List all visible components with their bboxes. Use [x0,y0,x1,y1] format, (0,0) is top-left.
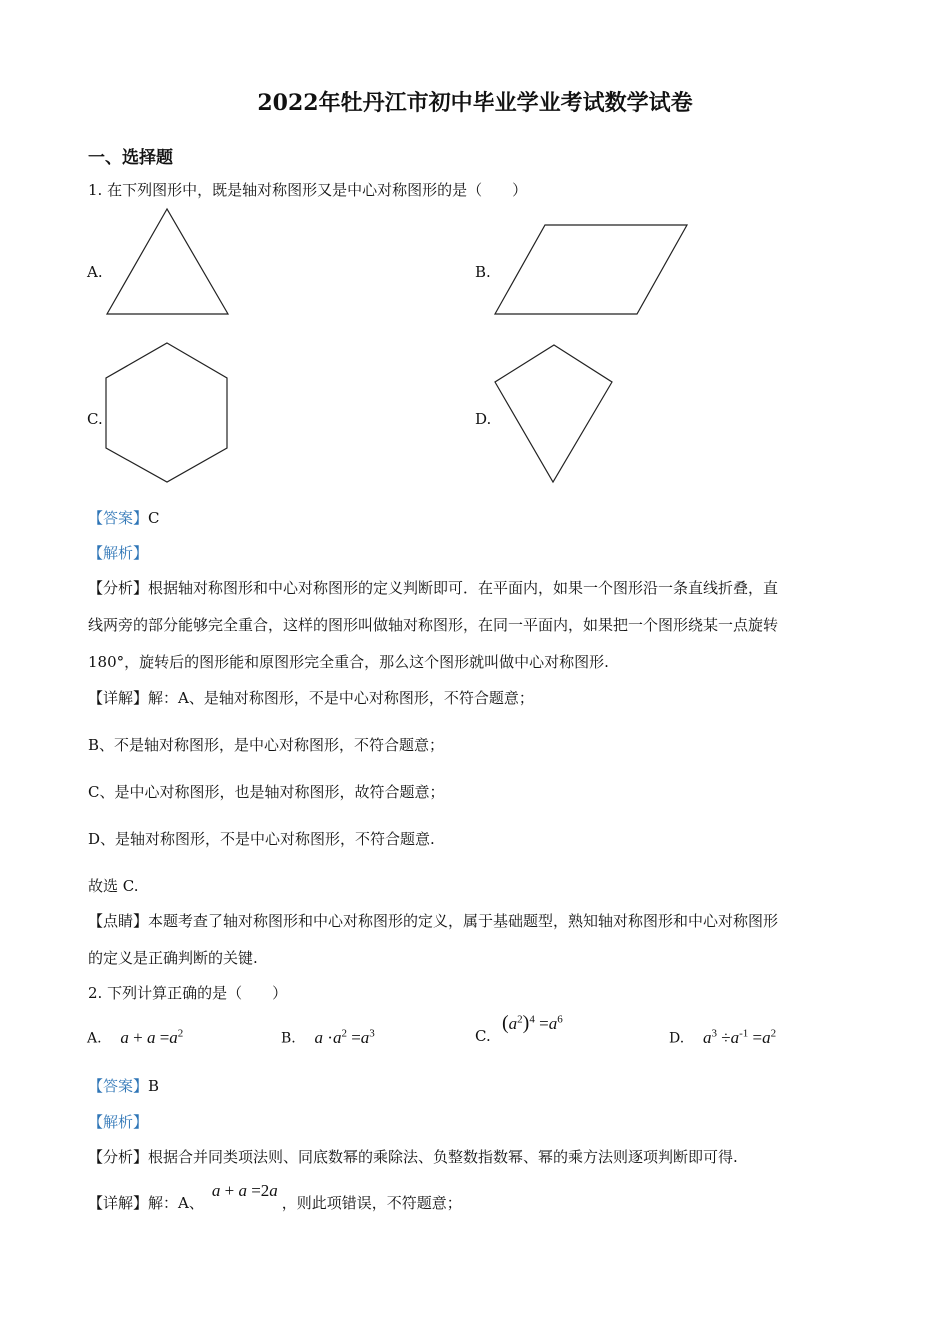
q1-fenxi-line-3: 180°，旋转后的图形能和原图形完全重合，那么这个图形就叫做中心对称图形. [88,653,609,671]
q1-option-b-label: B. [475,263,491,281]
q2-option-b-formula: $a \cdot a^2 =a^3$ [314,1027,375,1047]
q1-option-c-label: C. [87,410,103,428]
section-heading: 一、选择题 [88,148,173,168]
q1-detail-d: D、是轴对称图形，不是中心对称图形，不符合题意. [88,830,435,848]
q2-answer [88,1075,159,1096]
triangle-icon [107,209,228,314]
q2-option-a-formula: $a + a =a^2$ [120,1027,184,1047]
answer-value: B [148,1077,160,1095]
q1-answer [88,507,160,528]
kite-icon [495,345,612,482]
fenxi-tag: 【分析】 [88,1148,149,1166]
page-title: 2022年牡丹江市初中毕业学业考试数学试卷 [257,90,693,116]
q1-option-d-label: D. [475,410,492,428]
q2-option-d-formula: $a^3 \div a^{-1} =a^2$ [702,1027,777,1047]
q1-fenxi-line-1: 【分析】根据轴对称图形和中心对称图形的定义判断即可．在平面内，如果一个图形沿一条直线折叠，直 [88,579,779,597]
question-2-stem: 2. 下列计算正确的是（ ） [88,984,288,1002]
fenxi-tag: 【分析】 [88,579,149,597]
parallelogram-icon [495,225,687,314]
hexagon-icon [106,343,227,482]
q1-fenxi-line-2: 线两旁的部分能够完全重合，这样的图形叫做轴对称图形，在同一平面内，如果把一个图形绕某一点旋转 [88,616,779,634]
question-1-stem: 1. 在下列图形中，既是轴对称图形又是中心对称图形的是（ ） [88,181,528,199]
q2-fenxi: 【分析】根据合并同类项法则、同底数幂的乘除法、负整数指数幂、幂的乘方法则逐项判断即可得. [88,1148,738,1166]
q2-detail-formula: a + a =2a [211,1181,278,1200]
xiangjie-tag: 【详解】 [88,1194,149,1212]
q1-dianjing-line-1: 【点睛】本题考查了轴对称图形和中心对称图形的定义，属于基础题型，熟知轴对称图形和中心对称图形 [88,912,779,930]
answer-tag: 【答案】 [88,1077,149,1095]
q2-option-b: B. $a \cdot a^2 =a^3$ [281,1027,375,1047]
answer-value: C [148,509,160,527]
q1-option-a-label: A. [87,263,103,281]
q1-dianjing-line-2: 的定义是正确判断的关键. [88,949,258,967]
q2-option-c-formula: $(a^2)^4 =a^6$ [502,1012,563,1034]
q2-option-c-label: C. [475,1027,491,1045]
q2-option-d: D. $a^3 \div a^{-1} =a^2$ [669,1027,777,1047]
q1-detail-a: 【详解】解：A、是轴对称图形，不是中心对称图形，不符合题意； [88,689,534,707]
q2-analysis-tag: 【解析】 [88,1113,149,1131]
xiangjie-tag: 【详解】 [88,689,149,707]
q2-detail-a: 【详解】解：A、a + a =2a，则此项错误，不符题意； [88,1181,462,1212]
q1-conclusion: 故选 C. [88,877,139,895]
q1-detail-b: B、不是轴对称图形，是中心对称图形，不符合题意； [88,736,445,754]
q1-analysis-tag: 【解析】 [88,544,149,562]
q1-detail-c: C、是中心对称图形，也是轴对称图形，故符合题意； [88,783,445,801]
answer-tag: 【答案】 [88,509,149,527]
dianjing-tag: 【点睛】 [88,912,149,930]
q2-option-a: A. $a + a =a^2$ [87,1027,184,1047]
